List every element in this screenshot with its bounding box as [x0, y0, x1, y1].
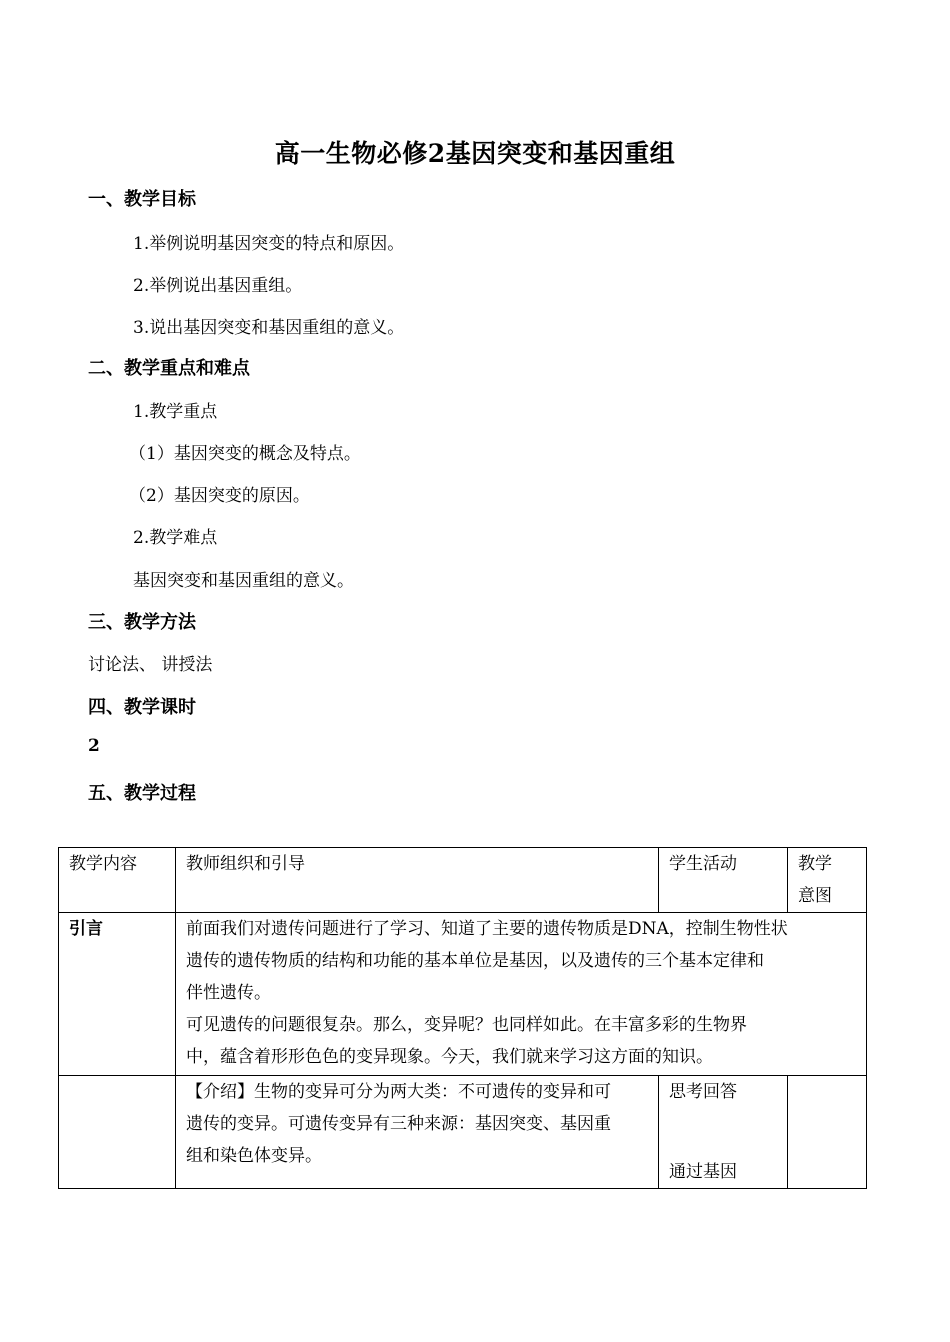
section-heading-methods: 三、教学方法: [88, 612, 196, 633]
difficulties-label: 2.教学难点: [133, 528, 218, 548]
difficulties-text: 基因突变和基因重组的意义。: [133, 571, 354, 591]
goal-item: 3.说出基因突变和基因重组的意义。: [133, 318, 405, 338]
section-heading-goals: 一、教学目标: [88, 189, 196, 210]
section-heading-process: 五、教学过程: [88, 783, 196, 804]
table-header-row: [59, 848, 867, 913]
methods-text: 讨论法、 讲授法: [88, 655, 213, 675]
header-cell-content: 教学内容: [59, 848, 176, 913]
header-cell-intent: 教学 意图: [788, 848, 867, 913]
goal-item: 2.举例说出基因重组。: [133, 276, 303, 296]
row-guide-cell: 【介绍】生物的变异可分为两大类：不可遗传的变异和可 遗传的变异。可遗传变异有三种来源：基因突变、基因重 组和染色体变异。: [176, 1076, 659, 1189]
table-row: [59, 913, 867, 1076]
key-points-label: 1.教学重点: [133, 402, 218, 422]
goal-item: 1.举例说明基因突变的特点和原因。: [133, 234, 405, 254]
section-heading-key-points: 二、教学重点和难点: [88, 358, 250, 379]
row-intent-cell: [788, 1076, 867, 1189]
teaching-process-table: [58, 847, 867, 1189]
table-row: [59, 1076, 867, 1189]
section-heading-hours: 四、教学课时: [88, 697, 196, 718]
document-title: 高一生物必修2基因突变和基因重组: [274, 139, 676, 168]
row-activity-cell: 思考回答 通过基因: [659, 1076, 788, 1189]
header-cell-guide: 教师组织和引导: [176, 848, 659, 913]
header-cell-activity: 学生活动: [659, 848, 788, 913]
row-content-cell: 引言: [59, 913, 176, 1076]
row-guide-cell: 前面我们对遗传问题进行了学习、知道了主要的遗传物质是DNA，控制生物性状 遗传的遗传物质的结构和功能的基本单位是基因，以及遗传的三个基本定律和 伴性遗传。 可见遗传的问题很复杂。那么，变异呢？也同样如此。在丰富多彩的生物界 中，蕴含着形形色色的变异现象。今天，我们就来学习这方面的知识。: [176, 913, 867, 1076]
key-point-item: （2）基因突变的原因。: [129, 486, 310, 506]
row-content-cell: [59, 1076, 176, 1189]
key-point-item: （1）基因突变的概念及特点。: [129, 444, 361, 464]
hours-value: 2: [88, 736, 100, 756]
